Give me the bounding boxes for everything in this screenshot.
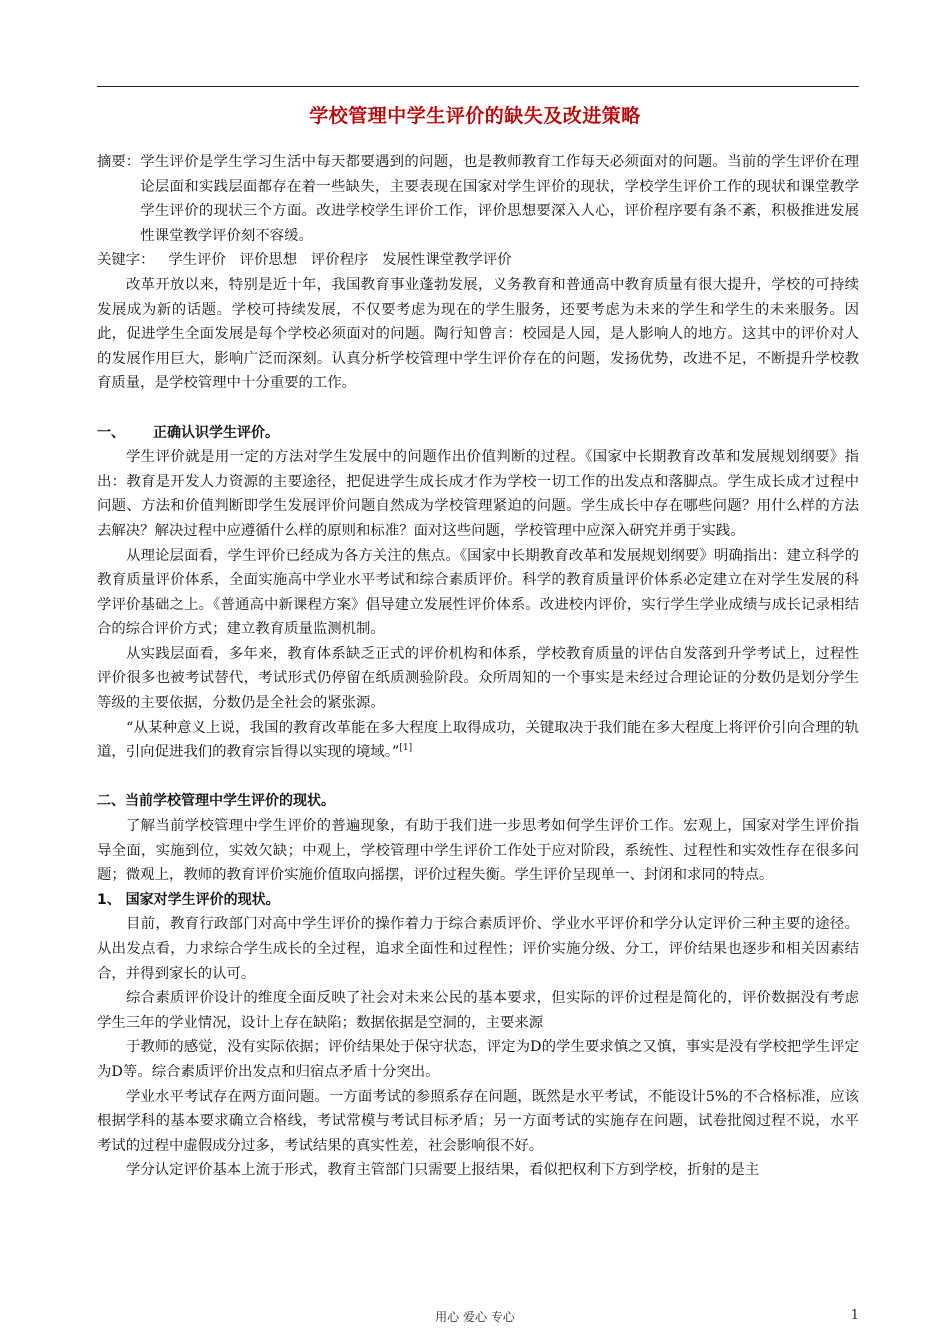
section-1-paragraph: 学生评价就是用一定的方法对学生发展中的问题作出价值判断的过程。《国家中长期教育改革和发展规划纲要》指出：教育是开发人力资源的主要途径，把促进学生成长成才作为学校一切工作的出发点和落脚点。学生成长成才过程中问题、方法和价值判断即学生发展评价问题自然成为学校管理紧迫的问题。学生成长中存在哪些问题？用什么样的方法去解决？解决过程中应遵循什么样的原则和标准？面对这些问题，学校管理中应深入研究并勇于实践。 [97,449,859,539]
section-1-paragraph: 从理论层面看，学生评价已经成为各方关注的焦点。《国家中长期教育改革和发展规划纲要》明确指出：建立科学的教育质量评价体系，全面实施高中学业水平考试和综合素质评价。科学的教育质量评价体系必定建立在对学生发展的科学评价基础之上。《普通高中新课程方案》倡导建立发展性评价体系。改进校内评价，实行学生学业成绩与成长记录相结合的综合评价方式；建立教育质量监测机制。 [97,547,859,638]
section-2-heading: 二、当前学校管理中学生评价的现状。 [97,793,335,810]
subsection-1-paragraph: 目前，教育行政部门对高中学生评价的操作着力于综合素质评价、学业水平评价和学分认定评价三种主要的途径。从出发点看，力求综合学生成长的全过程，追求全面性和过程性；评价实施分级、分工，评价结果也逐步和相关因素结合，并得到家长的认可。 [97,916,859,982]
section-1-quote [97,716,859,765]
abstract-label: 摘要： [97,154,141,170]
abstract [97,150,859,248]
page-number: 1 [850,1308,859,1323]
document-body [97,150,859,1183]
page-title: 学校管理中学生评价的缺失及改进策略 [309,105,641,127]
section-1-number: 一、 [97,424,125,441]
subsection-1-paragraph: 综合素质评价设计的维度全面反映了社会对未来公民的基本要求，但实际的评价过程是简化的，评价数据没有考虑学生三年的学业情况，设计上存在缺陷；数据依据是空洞的，主要来源 [97,990,859,1031]
intro-paragraph: 改革开放以来，特别是近十年，我国教育事业蓬勃发展，义务教育和普通高中教育质量有很大提升，学校的可持续发展成为新的话题。学校可持续发展，不仅要考虑为现在的学生服务，还要考虑为未来的学生和学生的未来服务。因此，促进学生全面发展是每个学校必须面对的问题。陶行知曾言：校园是人园，是人影响人的地方。这其中的评价对人的发展作用巨大，影响广泛而深刻。认真分析学校管理中学生评价存在的问题，发扬优势，改进不足，不断提升学校教育质量，是学校管理中十分重要的工作。 [97,276,859,392]
subsection-1-paragraph: 于教师的感觉，没有实际依据；评价结果处于保守状态，评定为D的学生要求慎之又慎，事实是没有学校把学生评定为D等。综合素质评价出发点和归宿点矛盾十分突出。 [97,1039,859,1080]
keywords: 关键字： 学生评价 评价思想 评价程序 发展性课堂教学评价 [97,252,512,269]
citation-ref: [1] [399,743,413,754]
subsection-1-paragraph: 学业水平考试存在两方面问题。一方面考试的参照系存在问题，既然是水平考试，不能设计5%的不合格标准，应该根据学科的基本要求确立合格线，考试常模与考试目标矛盾；另一方面考试的实施存在问题，试卷批阅过程不说，水平考试的过程中虚假成分过多，考试结果的真实性差，社会影响很不好。 [97,1088,859,1154]
page-footer: 用心 爱心 专心 [435,1310,515,1324]
header-rule [97,86,859,87]
section-2-paragraph: 了解当前学校管理中学生评价的普遍现象，有助于我们进一步思考如何学生评价工作。宏观上，国家对学生评价指导全面，实施到位，实效欠缺；中观上，学校管理中学生评价工作处于应对阶段，系统性、过程性和实效性存在很多问题；微观上，教师的教育评价实施价值取向摇摆，评价过程失衡。学生评价呈现单一、封闭和求同的特点。 [97,818,859,884]
subsection-1-paragraph: 学分认定评价基本上流于形式，教育主管部门只需要上报结果，看似把权利下方到学校，折射的是主 [126,1162,760,1179]
section-1-paragraph: 从实践层面看，多年来，教育体系缺乏正式的评价机构和体系，学校教育质量的评估自发落到升学考试上，过程性评价很多也被考试替代，考试形式仍停留在纸质测验阶段。众所周知的一个事实是未经过合理论证的分数仍是划分学生等级的主要依据，分数仍是全社会的紧张源。 [97,645,859,712]
quote-text: “从某种意义上说，我国的教育改革能在多大程度上取得成功，关键取决于我们能在多大程度上将评价引向合理的轨道，引向促进我们的教育宗旨得以实现的境域。” [97,719,859,761]
subsection-1-heading: 1、 国家对学生评价的现状。 [97,891,280,908]
abstract-text: 学生评价是学生学习生活中每天都要遇到的问题，也是教师教育工作每天必须面对的问题。当前的学生评价在理论层面和实践层面都存在着一些缺失，主要表现在国家对学生评价的现状，学校学生评价工作的现状和课堂教学学生评价的现状三个方面。改进学校学生评价工作，评价思想要深入人心，评价程序要有条不紊，积极推进发展性课堂教学评价刻不容缓。 [140,154,859,244]
section-1-heading [97,421,859,446]
section-1-title: 正确认识学生评价。 [153,424,279,441]
